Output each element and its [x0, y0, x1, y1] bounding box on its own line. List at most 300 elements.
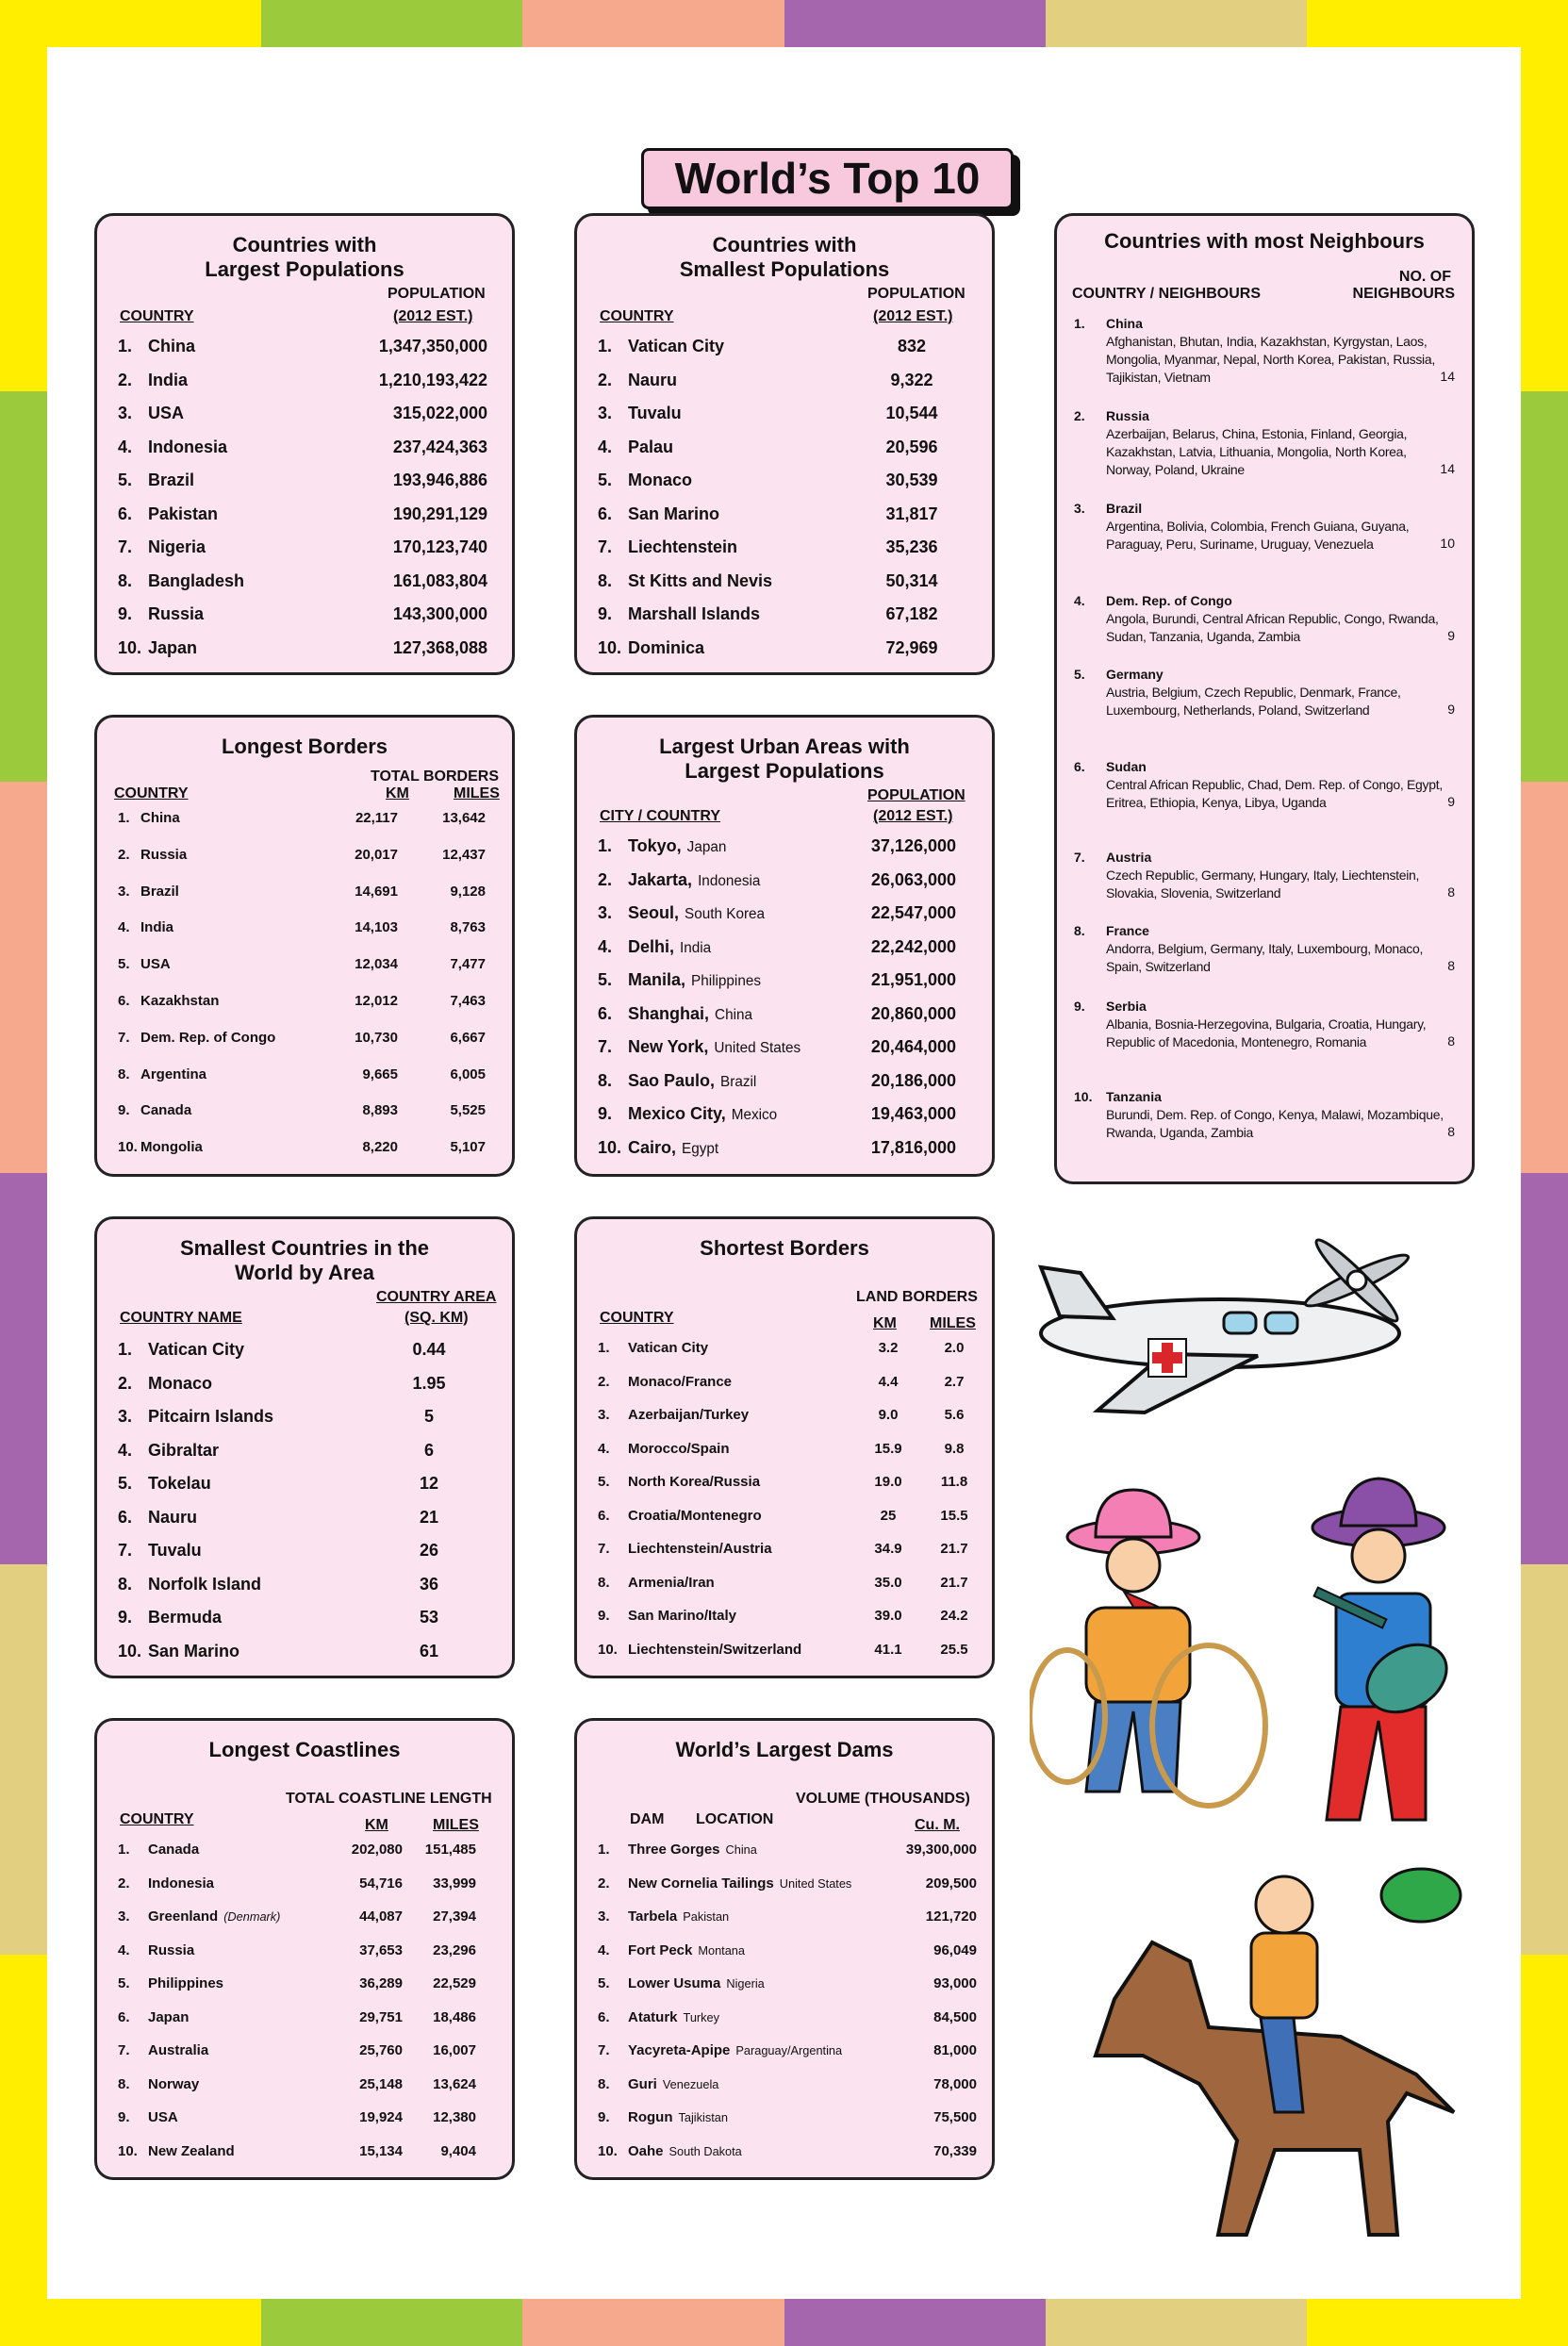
header-population-year: (2012 EST.) [873, 808, 953, 824]
row-value-mi: 6,005 [450, 1066, 486, 1082]
row-rank: 7. [118, 537, 133, 556]
row-subtext: United States [779, 1875, 852, 1891]
row-name-wrap [148, 1908, 280, 1925]
row-name: Brazil [148, 471, 195, 489]
row-rank: 7. [118, 1541, 133, 1560]
row-name-wrap [628, 836, 726, 856]
row-name: Tuvalu [148, 1541, 202, 1560]
row-name: Philippines [148, 1975, 224, 1991]
row-rank: 9. [118, 604, 133, 623]
table-row [97, 993, 512, 1021]
row-rank: 3. [118, 404, 133, 422]
row-rank: 10. [598, 1137, 622, 1157]
table-row [577, 1575, 992, 1603]
row-name: San Marino/Italy [628, 1608, 737, 1624]
row-value-km: 19.0 [874, 1474, 902, 1490]
row-name-wrap [148, 2143, 240, 2159]
row-value-v: 30,539 [885, 471, 938, 489]
row-rank: 6. [118, 1507, 133, 1527]
table-row [97, 810, 512, 838]
row-subtext: Venezuela [662, 2076, 719, 2091]
row-rank: 4. [1074, 593, 1085, 608]
row-rank: 9. [118, 1608, 133, 1627]
row-name: Three Gorges [628, 1842, 720, 1858]
row-rank: 1. [118, 810, 130, 826]
row-name: Nauru [148, 1507, 198, 1527]
row-value-km: 44,087 [359, 1908, 403, 1925]
row-value-v: 26 [419, 1541, 439, 1560]
row-neighbours: Argentina, Bolivia, Colombia, French Guiana, Guyana, Paraguay, Peru, Suriname, Uruguay, Venezuela [1106, 519, 1410, 552]
table-row [577, 903, 992, 932]
row-value-v: 5 [423, 1407, 434, 1426]
frame-strip-top [261, 0, 523, 47]
row-name-wrap [628, 937, 711, 957]
header-population: POPULATION [388, 286, 486, 302]
table-row [577, 2042, 992, 2071]
header-population: POPULATION [867, 286, 966, 302]
row-rank: 7. [598, 1541, 610, 1557]
row-subtext: Pakistan [683, 1909, 730, 1924]
row-rank: 1. [118, 1340, 133, 1359]
row-subtext: (Denmark) [223, 1909, 281, 1924]
row-value-v: 21 [419, 1507, 439, 1527]
row-value-v: 37,126,000 [870, 836, 956, 855]
table-row [97, 2143, 512, 2172]
header-population-year: (2012 EST.) [393, 308, 473, 324]
row-value-v: 0.44 [412, 1340, 446, 1359]
row-subtext: Nigeria [726, 1976, 765, 1991]
row-name: Dem. Rep. of Congo [140, 1029, 276, 1046]
row-rank: 2. [118, 1875, 130, 1892]
row-value-km: 14,691 [355, 883, 398, 900]
table-row [97, 1508, 512, 1536]
table-row [97, 919, 512, 948]
row-rank: 7. [598, 537, 613, 556]
row-name: Bermuda [148, 1608, 223, 1627]
row-name: Palau [628, 437, 674, 456]
row-neighbours: Albania, Bosnia-Herzegovina, Bulgaria, Croatia, Hungary, Republic of Macedonia, Montenegro, Romania [1106, 1016, 1427, 1049]
row-rank: 4. [598, 936, 613, 956]
list-item [1074, 667, 1455, 752]
row-value-mi: 2.0 [944, 1340, 965, 1356]
row-rank: 8. [1074, 923, 1085, 938]
row-rank: 9. [1074, 999, 1085, 1014]
row-value-v: 36 [419, 1574, 439, 1594]
row-rank: 8. [598, 1070, 613, 1090]
row-name: Greenland [148, 1908, 219, 1925]
row-count: 10 [1440, 536, 1455, 551]
row-name: Vatican City [628, 1340, 709, 1356]
panel-title: Longest Coastlines [208, 1738, 401, 1761]
table-row [97, 438, 512, 466]
row-rank: 6. [598, 2008, 610, 2025]
row-name-wrap [628, 1975, 765, 1991]
row-rank: 4. [598, 1440, 610, 1457]
row-value-km: 20,017 [355, 846, 398, 863]
table-row [97, 1642, 512, 1670]
row-value-mi: 15.5 [940, 1507, 968, 1524]
row-value-v: 20,186,000 [870, 1070, 956, 1090]
table-row [577, 1004, 992, 1033]
row-name: Australia [148, 2042, 209, 2058]
row-subtext: China [725, 1842, 757, 1857]
row-rank: 8. [598, 1574, 610, 1591]
table-row [577, 1842, 992, 1870]
row-rank: 8. [118, 1574, 133, 1594]
table-row [577, 1875, 992, 1904]
row-name: Croatia/Montenegro [628, 1507, 762, 1524]
row-name-wrap [148, 2042, 214, 2058]
row-value-mi: 18,486 [433, 2008, 476, 2025]
table-row [97, 504, 512, 533]
table-row [577, 604, 992, 633]
table-row [577, 1908, 992, 1937]
row-rank: 8. [118, 570, 133, 590]
row-name-wrap [148, 1842, 205, 1858]
panel-urban-areas [574, 715, 995, 1177]
panel-title: Countries with Largest Populations [205, 233, 404, 281]
row-name-wrap [628, 1071, 756, 1091]
header-country-area: COUNTRY AREA [376, 1289, 497, 1305]
row-value-mi: 25.5 [940, 1641, 968, 1658]
row-value-mi: 23,296 [433, 1941, 476, 1958]
row-value-km: 34.9 [874, 1541, 902, 1557]
row-count: 14 [1440, 369, 1455, 384]
table-row [97, 1139, 512, 1167]
row-name: New Cornelia Tailings [628, 1875, 774, 1892]
table-row [577, 2109, 992, 2138]
frame-strip-left [0, 1173, 47, 1565]
panel-smallest-area [94, 1216, 515, 1678]
row-rank: 6. [1074, 759, 1085, 774]
header-country: COUNTRY [120, 308, 194, 324]
row-rank: 7. [118, 2042, 130, 2058]
row-name: Armenia/Iran [628, 1574, 715, 1591]
header-total-borders: TOTAL BORDERS [371, 768, 500, 785]
header-km: KM [873, 1315, 897, 1331]
row-value-v: 93,000 [933, 1975, 977, 1991]
row-name-wrap [628, 903, 765, 923]
row-value-v: 26,063,000 [870, 869, 956, 889]
row-value-v: 70,339 [933, 2142, 977, 2159]
header-population: POPULATION [867, 787, 966, 803]
row-rank: 4. [118, 437, 133, 456]
row-rank: 4. [598, 437, 613, 456]
row-value-km: 36,289 [359, 1975, 403, 1991]
row-value-km: 8,220 [362, 1139, 398, 1156]
header-neighbours: NEIGHBOURS [1352, 286, 1455, 302]
row-value-v: 84,500 [933, 2008, 977, 2025]
row-value-km: 12,034 [355, 956, 398, 973]
panel-title: Countries with Smallest Populations [679, 233, 890, 281]
row-value-mi: 9.8 [944, 1440, 965, 1457]
table-row [577, 1508, 992, 1536]
row-value-mi: 8,763 [450, 919, 486, 936]
row-value-km: 9,665 [362, 1066, 398, 1082]
row-value-mi: 6,667 [450, 1029, 486, 1046]
table-row [577, 371, 992, 399]
row-name-wrap [628, 1942, 745, 1958]
row-name: San Marino [628, 504, 720, 523]
row-value-km: 14,103 [355, 919, 398, 936]
row-value-v: 35,236 [885, 537, 938, 556]
row-subtext: Paraguay/Argentina [735, 2043, 843, 2057]
row-name: Tokyo, [628, 836, 682, 855]
header-total-coastline: TOTAL COASTLINE LENGTH [286, 1791, 492, 1807]
row-value-mi: 5,107 [450, 1139, 486, 1156]
table-row [97, 847, 512, 875]
row-value-mi: 12,380 [433, 2109, 476, 2125]
table-row [577, 1942, 992, 1971]
row-rank: 10. [118, 2142, 138, 2159]
row-name: Jakarta, [628, 869, 693, 889]
row-subtext: South Korea [685, 906, 766, 922]
row-name: St Kitts and Nevis [628, 570, 773, 590]
header-country: COUNTRY [114, 785, 189, 801]
row-count: 8 [1447, 1124, 1455, 1139]
table-row [577, 471, 992, 499]
frame-strip-bottom [522, 2299, 784, 2346]
frame-strip-right [1521, 782, 1568, 1174]
header-miles: MILES [930, 1315, 976, 1331]
row-subtext: Tajikistan [678, 2110, 728, 2124]
row-name-wrap [628, 1138, 718, 1158]
row-name: Marshall Islands [628, 604, 761, 623]
row-rank: 5. [118, 956, 130, 973]
row-name: Shanghai, [628, 1003, 710, 1023]
list-item [1074, 501, 1455, 586]
panel-longest-coastlines [94, 1718, 515, 2180]
row-value-km: 15,134 [359, 2142, 403, 2159]
header-cu-m: Cu. M. [915, 1817, 960, 1833]
row-value-mi: 13,624 [433, 2075, 476, 2092]
list-item [1074, 408, 1455, 493]
row-rank: 3. [598, 903, 613, 922]
header-sq-km: (SQ. KM) [404, 1310, 469, 1326]
row-rank: 2. [118, 1373, 133, 1393]
row-rank: 3. [118, 1407, 133, 1426]
row-rank: 5. [118, 1975, 130, 1991]
table-row [97, 1102, 512, 1131]
row-rank: 1. [118, 337, 133, 355]
row-name: Russia [148, 1941, 195, 1958]
row-value-mi: 7,463 [450, 993, 486, 1009]
row-name: Monaco [628, 471, 693, 489]
row-name: Delhi, [628, 936, 675, 956]
row-count: 8 [1447, 1033, 1455, 1049]
row-neighbours: Angola, Burundi, Central African Republic, Congo, Rwanda, Sudan, Tanzania, Uganda, Zambia [1106, 611, 1439, 644]
row-value-v: 96,049 [933, 1941, 977, 1958]
header-land-borders: LAND BORDERS [856, 1289, 978, 1305]
row-name: Oahe [628, 2142, 664, 2159]
panel-title: Countries with most Neighbours [1104, 229, 1425, 253]
row-name: Manila, [628, 970, 686, 989]
row-value-mi: 5.6 [944, 1407, 965, 1423]
header-population-year: (2012 EST.) [873, 308, 953, 324]
row-name: Monaco/France [628, 1373, 733, 1390]
table-row [577, 504, 992, 533]
frame-strip-left [0, 391, 47, 784]
row-value-mi: 151,485 [424, 1842, 476, 1858]
row-value-mi: 11.8 [940, 1474, 968, 1490]
row-value-km: 54,716 [359, 1875, 403, 1892]
table-row [97, 604, 512, 633]
row-subtext: Mexico [731, 1107, 778, 1123]
list-item [1074, 593, 1455, 678]
row-value-km: 37,653 [359, 1941, 403, 1958]
frame-strip-right [1521, 1564, 1568, 1957]
table-row [577, 870, 992, 899]
row-value-v: 832 [897, 337, 927, 355]
table-row [577, 2143, 992, 2172]
row-neighbours: Central African Republic, Chad, Dem. Rep. of Congo, Egypt, Eritrea, Ethiopia, Kenya, Libya, Uganda [1106, 777, 1443, 810]
frame-strip-right [1521, 0, 1568, 392]
row-rank: 8. [118, 2075, 130, 2092]
row-name: Nauru [628, 370, 678, 389]
table-row [97, 571, 512, 600]
row-rank: 7. [598, 2042, 610, 2058]
row-rank: 7. [1074, 850, 1085, 865]
header-dam: DAM [630, 1811, 665, 1827]
row-name-wrap [628, 1104, 777, 1124]
row-name: Pitcairn Islands [148, 1407, 274, 1426]
row-value-mi: 21.7 [940, 1574, 968, 1591]
row-value-v: 53 [419, 1608, 439, 1627]
row-name: Bangladesh [148, 570, 245, 590]
row-name: Vatican City [148, 1340, 245, 1359]
row-value-mi: 21.7 [940, 1541, 968, 1557]
row-name-wrap [628, 970, 761, 990]
page-title: World’s Top 10 [641, 148, 1014, 209]
row-name-wrap [628, 1875, 851, 1892]
row-rank: 2. [598, 869, 613, 889]
table-row [577, 1642, 992, 1670]
row-value-v: 72,969 [885, 637, 938, 657]
table-row [97, 1407, 512, 1435]
list-item [1074, 923, 1455, 1008]
row-value-km: 22,117 [355, 810, 398, 826]
row-rank: 3. [118, 1908, 130, 1925]
row-rank: 9. [598, 1608, 610, 1624]
table-row [577, 1474, 992, 1502]
row-value-mi: 5,525 [450, 1102, 486, 1119]
table-row [97, 1875, 512, 1904]
row-name: Indonesia [148, 437, 228, 456]
row-subtext: China [715, 1006, 752, 1023]
row-rank: 2. [118, 370, 133, 389]
row-name: Yacyreta-Apipe [628, 2042, 731, 2058]
row-value-mi: 7,477 [450, 956, 486, 973]
row-value-v: 1,347,350,000 [378, 337, 487, 355]
row-name: New York, [628, 1037, 709, 1056]
row-name-wrap [628, 1004, 752, 1024]
row-name: Japan [148, 2008, 190, 2025]
panel-title: Largest Urban Areas with Largest Populations [659, 735, 910, 783]
row-name: Dominica [628, 637, 705, 657]
row-neighbours: Andorra, Belgium, Germany, Italy, Luxembourg, Monaco, Spain, Switzerland [1106, 941, 1424, 974]
table-row [97, 471, 512, 499]
list-item [1074, 999, 1455, 1083]
row-count: 9 [1447, 702, 1455, 717]
row-name: Russia [140, 846, 188, 863]
row-rank: 5. [598, 970, 613, 989]
panel-title: Smallest Countries in the World by Area [179, 1236, 430, 1284]
panel-largest-dams [574, 1718, 995, 2180]
row-name: Germany [1106, 667, 1164, 682]
row-rank: 7. [118, 1029, 130, 1046]
row-value-km: 41.1 [874, 1641, 902, 1658]
row-value-v: 127,368,088 [392, 637, 487, 657]
row-neighbours: Austria, Belgium, Czech Republic, Denmark, France, Luxembourg, Netherlands, Poland, Switzerland [1106, 685, 1401, 718]
table-row [97, 1030, 512, 1058]
panel-smallest-populations [574, 213, 995, 675]
header-volume: VOLUME (THOUSANDS) [796, 1791, 970, 1807]
row-value-km: 9.0 [878, 1407, 899, 1423]
row-value-v: 315,022,000 [392, 404, 487, 422]
frame-strip-bottom [261, 2299, 523, 2346]
row-rank: 6. [598, 1003, 613, 1023]
row-rank: 9. [598, 1104, 613, 1123]
table-row [97, 2076, 512, 2105]
neighbours-list [1057, 316, 1472, 1165]
table-row [577, 1608, 992, 1636]
row-rank: 6. [118, 504, 133, 523]
row-name: Indonesia [148, 1875, 215, 1892]
table-row [97, 1608, 512, 1636]
table-row [97, 1374, 512, 1402]
header-country-neighbours: COUNTRY / NEIGHBOURS [1072, 286, 1262, 302]
row-name-wrap [628, 870, 760, 890]
table-row [97, 638, 512, 667]
header-miles: MILES [433, 1817, 479, 1833]
row-name-wrap [148, 2076, 205, 2092]
row-rank: 3. [118, 883, 130, 900]
table-row [577, 638, 992, 667]
row-value-v: 22,242,000 [870, 936, 956, 956]
row-rank: 1. [118, 1842, 130, 1858]
row-value-mi: 22,529 [433, 1975, 476, 1991]
frame-strip-right [1521, 391, 1568, 784]
row-value-km: 35.0 [874, 1574, 902, 1591]
row-value-km: 15.9 [874, 1440, 902, 1457]
header-city-country: CITY / COUNTRY [600, 808, 721, 824]
row-name: San Marino [148, 1641, 240, 1660]
table-row [577, 1104, 992, 1132]
row-value-v: 21,951,000 [870, 970, 956, 989]
table-row [577, 1138, 992, 1166]
frame-strip-left [0, 1955, 47, 2346]
row-rank: 1. [598, 337, 613, 355]
row-rank: 3. [598, 1908, 610, 1925]
table-row [577, 404, 992, 432]
row-name: Azerbaijan/Turkey [628, 1407, 750, 1423]
row-value-v: 20,860,000 [870, 1003, 956, 1023]
title-box [641, 148, 1020, 216]
row-subtext: Turkey [683, 2009, 720, 2024]
row-value-km: 19,924 [359, 2109, 403, 2125]
row-value-v: 170,123,740 [392, 537, 487, 556]
row-rank: 2. [118, 846, 130, 863]
panel-largest-populations [94, 213, 515, 675]
row-rank: 6. [118, 993, 130, 1009]
row-name: Vatican City [628, 337, 725, 355]
table-row [97, 1340, 512, 1368]
row-neighbours: Afghanistan, Bhutan, India, Kazakhstan, Kyrgystan, Laos, Mongolia, Myanmar, Nepal, North Korea, Pakistan, Russia, Tajikistan, Vietnam [1106, 334, 1435, 385]
row-name: Canada [148, 1842, 200, 1858]
row-value-v: 81,000 [933, 2042, 977, 2058]
row-rank: 8. [598, 570, 613, 590]
frame-strip-top [1046, 0, 1308, 47]
